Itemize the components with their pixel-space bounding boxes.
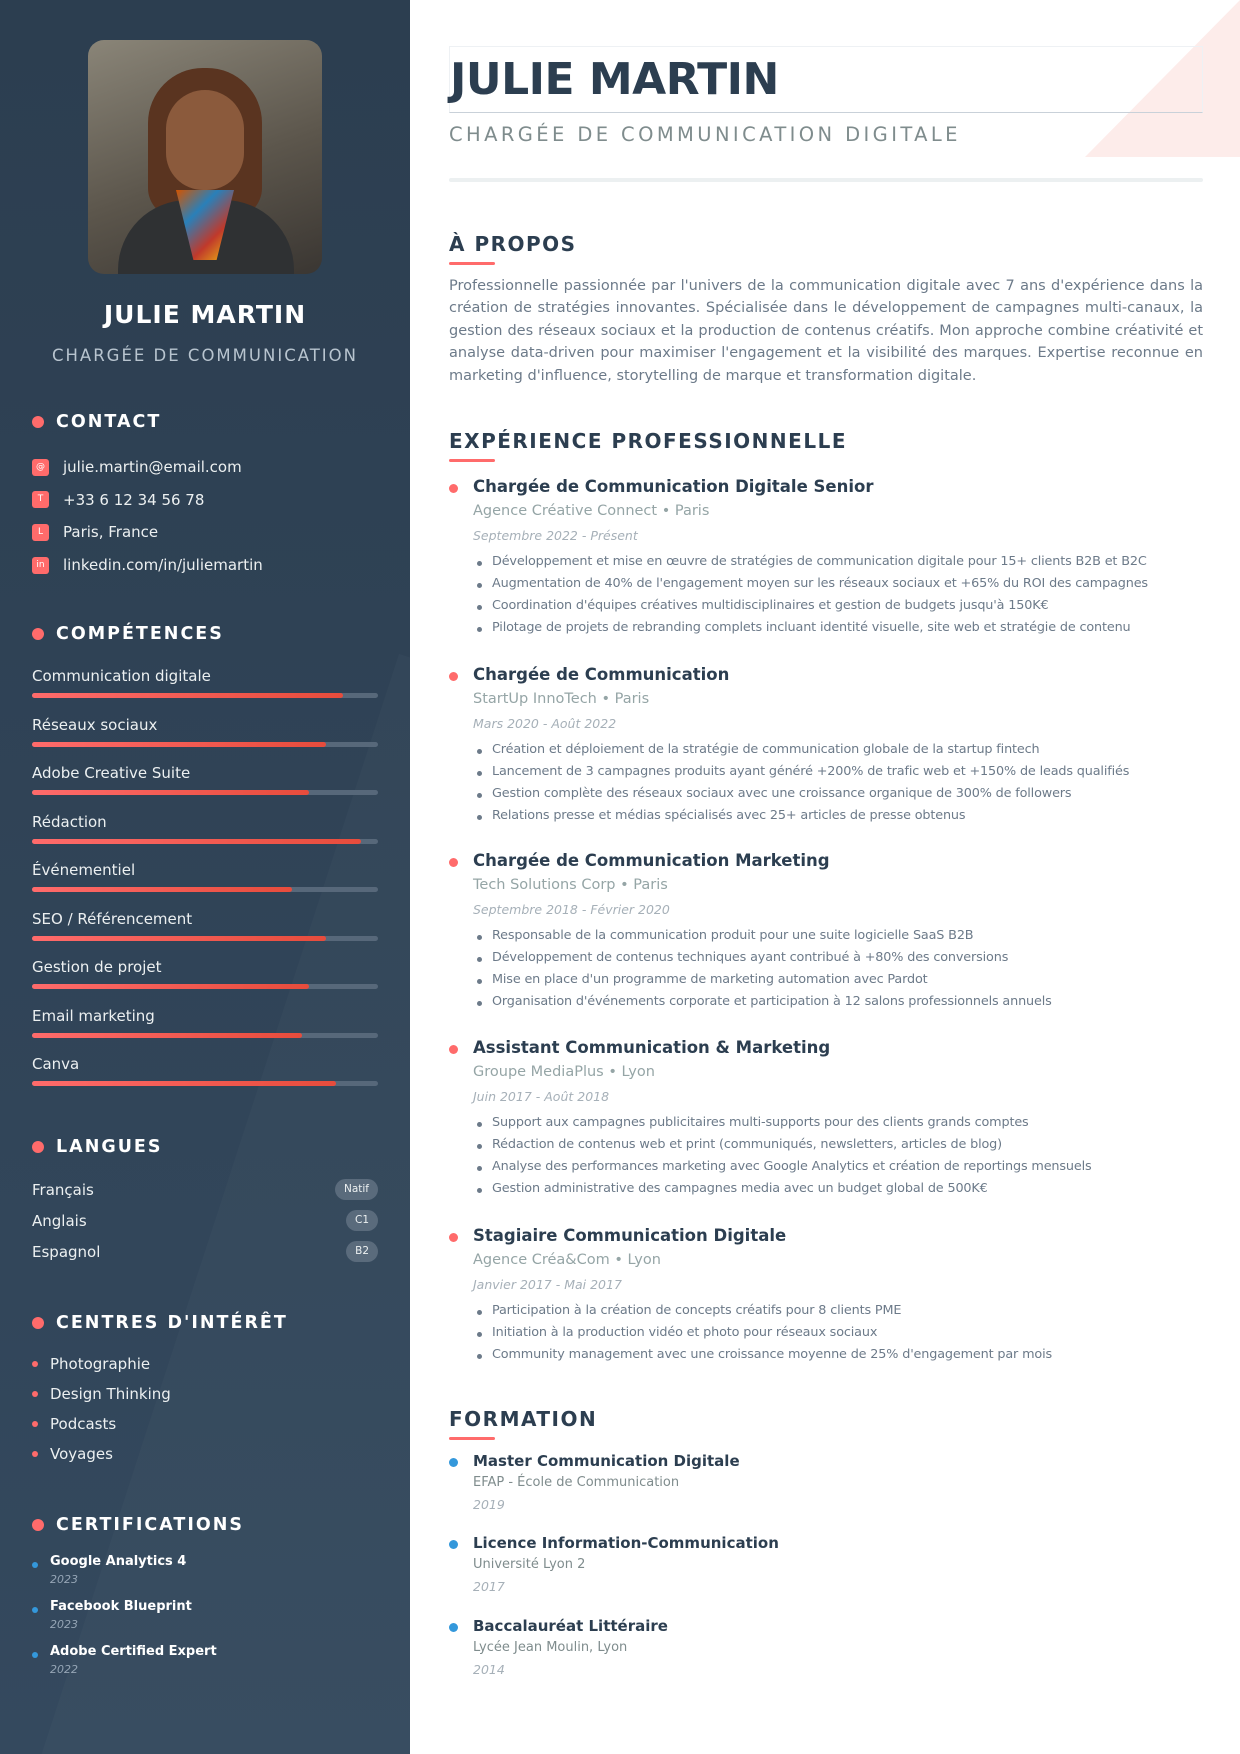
certifications-heading: CERTIFICATIONS [32,1514,378,1536]
job-title: Assistant Communication & Marketing [473,1038,831,1057]
languages-section [32,1136,378,1266]
skill-item [32,958,378,976]
skill-bar-fill [32,984,309,989]
interest-item [32,1384,171,1404]
skill-item [32,1007,378,1025]
skill-label: Communication digitale [32,667,211,685]
skill-label: Rédaction [32,812,107,831]
skill-bar-track [32,742,378,747]
education-school: Lycée Jean Moulin, Lyon [473,1640,628,1655]
education-degree: Baccalauréat Littéraire [473,1617,668,1635]
contact-text: julie.martin@email.com [63,458,242,477]
job-title: Chargée de Communication Marketing [473,851,830,870]
interests-heading: CENTRES D'INTÉRÊT [32,1312,378,1334]
education-heading: FORMATION [449,1407,597,1431]
interests-section [32,1312,378,1462]
contact-text: +33 6 12 34 56 78 [63,490,205,509]
contact-text: Paris, France [63,523,159,542]
job-bullet: Développement de contenus techniques ayant contribué à +80% des conversions [473,950,1203,972]
job-bullet: Analyse des performances marketing avec Google Analytics et création de reportings mensuels [473,1159,1203,1181]
education-degree: Master Communication Digitale [473,1452,740,1470]
sidebar [0,0,410,1754]
job-bullet: Mise en place d'un programme de marketing automation avec Pardot [473,972,1203,994]
language-item [32,1179,378,1201]
certification-name: Adobe Certified Expert [50,1644,217,1659]
skill-label: SEO / Référencement [32,909,193,928]
skill-label: Canva [32,1055,80,1073]
interest-label: Podcasts [50,1415,117,1433]
skill-bar-fill [32,1033,302,1038]
job-bullet: Gestion administrative des campagnes media avec un budget global de 500K€ [473,1181,1203,1203]
education-degree: Licence Information-Communication [473,1534,779,1552]
job-bullet: Coordination d'équipes créatives multidisciplinaires et gestion de budgets jusqu'à 150K€ [473,598,1203,620]
language-level-badge: Natif [335,1179,378,1200]
skill-item [32,910,378,928]
timeline-dot-icon [449,484,458,493]
education-year: 2019 [473,1497,505,1512]
profile-photo [88,40,322,274]
skill-item [32,764,378,782]
language-level-badge: C1 [346,1210,378,1231]
job-dates: Septembre 2022 - Présent [473,528,638,543]
job-bullet: Gestion complète des réseaux sociaux avec une croissance organique de 300% de followers [473,786,1203,808]
job-bullets [473,742,1203,830]
contact-text: linkedin.com/in/juliemartin [63,556,263,575]
skill-bar-fill [32,742,326,747]
interest-item [32,1354,150,1374]
bullet-icon [32,1451,38,1457]
skill-bar-fill [32,790,309,795]
heading-dot-icon [32,1141,44,1153]
job-bullet: Création et déploiement de la stratégie de communication globale de la startup fintech [473,742,1203,764]
heading-dot-icon [32,1317,44,1329]
timeline-dot-icon [449,858,458,867]
skill-label: Email marketing [32,1006,155,1025]
job-bullet: Responsable de la communication produit pour une suite logicielle SaaS B2B [473,928,1203,950]
job-company: Groupe MediaPlus • Lyon [473,1064,655,1080]
language-level-badge: B2 [346,1241,378,1262]
job-bullet: Support aux campagnes publicitaires multi-supports pour des clients grands comptes [473,1115,1203,1137]
certifications-section [32,1514,378,1684]
education-school: EFAP - École de Communication [473,1475,680,1490]
heading-dot-icon [32,628,44,640]
job-dates: Mars 2020 - Août 2022 [473,716,617,731]
certification-year: 2023 [50,1618,78,1631]
job-company: StartUp InnoTech • Paris [473,691,650,707]
education-year: 2017 [473,1579,505,1594]
skill-bar-fill [32,839,361,844]
job-bullet: Organisation d'événements corporate et participation à 12 salons professionnels annuels [473,994,1203,1016]
job-company: Agence Créa&Com • Lyon [473,1252,661,1268]
skill-label: Événementiel [32,861,136,879]
timeline-dot-icon [449,1623,458,1632]
heading-underline [449,459,495,462]
interest-label: Design Thinking [50,1385,171,1403]
about-text: Professionnelle passionnée par l'univers de la communication digitale avec 7 ans d'expérience dans la création de stratégies innovantes. Spécialisée dans le développement de campagnes multi-canaux, la gestion des réseaux sociaux et la production de contenus créatifs. Mon approche combine créativité et analyse data-driven pour maximiser l'engagement et la visibilité des marques. Expertise reconnue en marketing d'influence, storytelling de marque et transformation digitale. [449,278,1203,384]
education-school: Université Lyon 2 [473,1557,586,1572]
sidebar-name: JULIE MARTIN [103,300,307,329]
job-bullet: Community management avec une croissance moyenne de 25% d'engagement par mois [473,1347,1203,1369]
skill-bar-track [32,887,378,892]
job-bullets [473,554,1203,642]
job-bullet: Développement et mise en œuvre de stratégies de communication digitale pour 15+ clients B2B et B2C [473,554,1203,576]
skills-section [32,623,378,1093]
linkedin-icon: in [32,557,49,574]
skill-bar-track [32,693,378,698]
phone-icon: T [32,491,49,508]
contact-item[interactable] [32,451,380,484]
bullet-icon [32,1562,38,1568]
skill-item [32,667,378,685]
certification-name: Facebook Blueprint [50,1599,192,1614]
skill-bar-fill [32,936,326,941]
skill-item [32,813,378,831]
skill-label: Gestion de projet [32,958,162,976]
job-title: Chargée de Communication Digitale Senior [473,477,874,496]
contact-item[interactable] [32,549,380,582]
job-bullet: Initiation à la production vidéo et photo pour réseaux sociaux [473,1325,1203,1347]
skill-bar-track [32,1081,378,1086]
certification-year: 2022 [50,1663,78,1676]
job-dates: Septembre 2018 - Février 2020 [473,902,670,917]
job-bullet: Augmentation de 40% de l'engagement moyen sur les réseaux sociaux et +65% du ROI des campagnes [473,576,1203,598]
job-dates: Juin 2017 - Août 2018 [473,1089,610,1104]
interest-label: Voyages [50,1445,113,1463]
contact-section [32,411,380,581]
contact-item[interactable] [32,484,380,517]
job-title: Chargée de Communication [473,665,730,684]
heading-underline [449,1437,495,1440]
contact-item[interactable] [32,516,380,549]
skill-label: Adobe Creative Suite [32,764,191,782]
page-title: JULIE MARTIN [449,46,1203,113]
certification-year: 2023 [50,1573,78,1586]
timeline-dot-icon [449,1540,458,1549]
bullet-icon [32,1421,38,1427]
timeline-dot-icon [449,1045,458,1054]
job-dates: Janvier 2017 - Mai 2017 [473,1277,622,1292]
job-bullets [473,1303,1203,1369]
skill-label: Réseaux sociaux [32,715,158,734]
interest-item [32,1444,113,1464]
heading-underline [449,262,495,265]
skill-bar-track [32,936,378,941]
about-heading: À PROPOS [449,232,577,256]
job-bullet: Pilotage de projets de rebranding complets incluant identité visuelle, site web et stratégie de contenu [473,620,1203,642]
heading-dot-icon [32,416,44,428]
language-item [32,1241,378,1263]
job-bullet: Rédaction de contenus web et print (communiqués, newsletters, articles de blog) [473,1137,1203,1159]
timeline-dot-icon [449,1458,458,1467]
bullet-icon [32,1652,38,1658]
skill-item [32,1055,378,1073]
timeline-dot-icon [449,672,458,681]
language-name: Anglais [32,1212,87,1230]
language-item [32,1210,378,1232]
bullet-icon [32,1607,38,1613]
skill-bar-fill [32,887,292,892]
skill-item [32,861,378,879]
job-company: Agence Créative Connect • Paris [473,503,710,519]
timeline-dot-icon [449,1233,458,1242]
skill-bar-track [32,790,378,795]
bullet-icon [32,1391,38,1397]
heading-dot-icon [32,1519,44,1531]
job-company: Tech Solutions Corp • Paris [473,877,668,893]
bullet-icon [32,1361,38,1367]
sidebar-role: CHARGÉE DE COMMUNICATION [51,346,358,365]
skills-heading: COMPÉTENCES [32,623,378,645]
language-name: Français [32,1181,94,1199]
languages-heading: LANGUES [32,1136,378,1158]
certification-name: Google Analytics 4 [50,1554,187,1569]
contact-list [32,451,380,581]
skill-bar-fill [32,1081,336,1086]
job-title: Stagiaire Communication Digitale [473,1226,787,1245]
skill-bar-fill [32,693,343,698]
interest-item [32,1414,116,1434]
language-name: Espagnol [32,1243,101,1261]
header-divider [449,178,1203,182]
interest-label: Photographie [50,1355,151,1373]
contact-heading: CONTACT [32,411,380,433]
location-icon: L [32,524,49,541]
job-bullet: Lancement de 3 campagnes produits ayant généré +200% de trafic web et +150% de leads qualifiés [473,764,1203,786]
education-year: 2014 [473,1662,505,1677]
job-bullet: Participation à la création de concepts créatifs pour 8 clients PME [473,1303,1203,1325]
skill-bar-track [32,1033,378,1038]
experience-heading: EXPÉRIENCE PROFESSIONNELLE [449,429,847,453]
job-bullets [473,1115,1203,1203]
page-subtitle: CHARGÉE DE COMMUNICATION DIGITALE [449,123,961,146]
job-bullet: Relations presse et médias spécialisés avec 25+ articles de presse obtenus [473,808,1203,830]
job-bullets [473,928,1203,1016]
skill-bar-track [32,984,378,989]
skill-item [32,716,378,734]
skill-bar-track [32,839,378,844]
email-icon: @ [32,459,49,476]
